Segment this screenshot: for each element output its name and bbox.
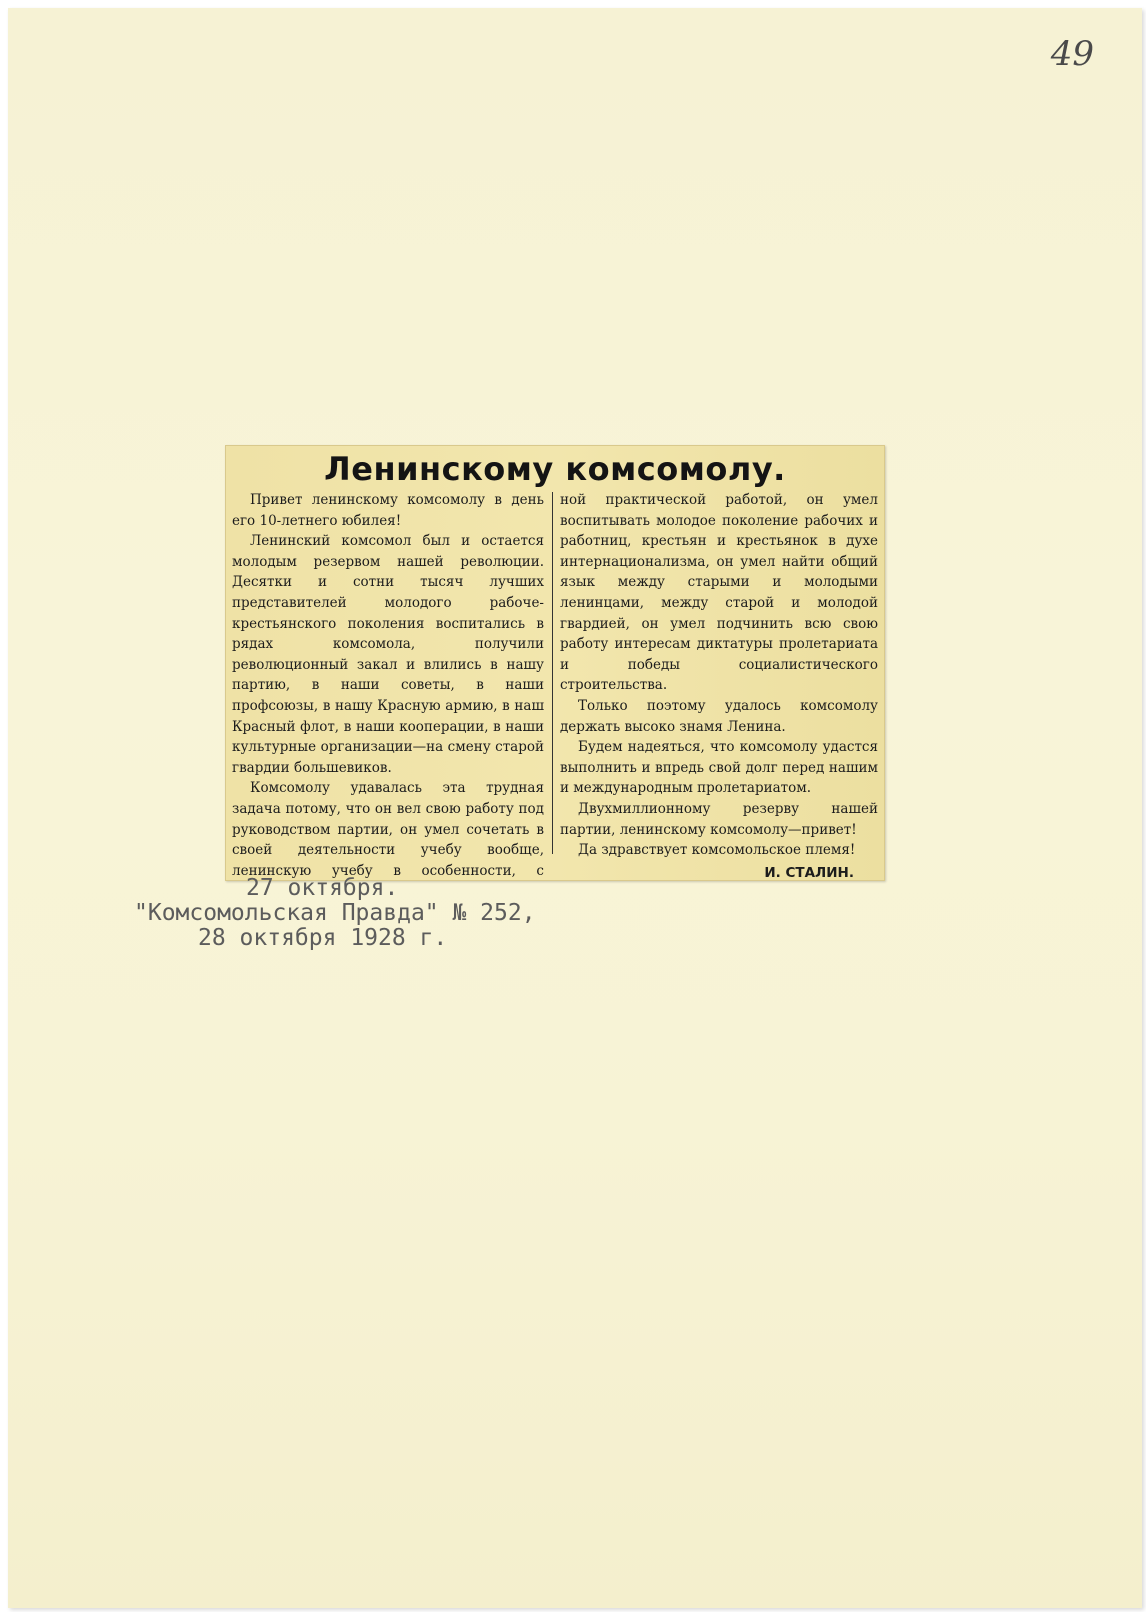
clipping-right-column [560,490,878,881]
column-divider [552,492,553,854]
typed-date: 27 октября. [246,875,399,901]
newspaper-clipping [225,445,885,881]
left-paragraph: Комсомолу удавалась эта трудная задача потому, что он вел свою работу под руководством партии, он умел сочетать в своей деятельности учебу вообще, ленинскую учебу в особенности, с [232,780,544,879]
right-paragraph: Только поэтому удалось комсомолу держать высоко знамя Ленина. [560,697,878,735]
right-paragraph: Да здравствует комсомольское племя! [578,842,856,859]
clipping-left-column [232,490,544,881]
typed-publication-date: 28 октября 1928 г. [198,925,448,951]
clipping-title: Ленинскому комсомолу. [324,450,786,488]
typed-source: "Комсомольская Правда" № 252, [134,900,536,926]
right-paragraph: Будем надеяться, что комсомолу удастся выполнить и впредь свой долг перед нашим и международным пролетариатом. [560,739,878,797]
left-paragraph: Ленинский комсомол был и остается молодым резервом нашей революции. Десятки и сотни тысяч лучших представителей молодого рабоче-крестьянского поколения воспитались в рядах комсомола, получили революционный закал и влились в нашу партию, в наши советы, в наши профсоюзы, в нашу Красную армию, в наш Красный флот, в наши кооперации, в наши культурные организации—на смену старой гвардии большевиков. [232,533,544,776]
archive-sheet [8,8,1142,1608]
right-paragraph: Двухмиллионному резерву нашей партии, ленинскому комсомолу—привет! [560,800,878,838]
left-paragraph: Привет ленинскому комсомолу в день его 10-летнего юбилея! [232,492,544,529]
folio-number: 49 [1050,34,1094,74]
right-paragraph: ной практической работой, он умел воспитывать молодое поколение рабочих и работниц, крестьян и крестьянок в духе интернационализма, он умел найти общий язык между старыми и молодыми ленинцами, между старой и молодой гвардией, он умел подчинить всю свою работу интересам диктатуры пролетариата и победы социалистического строительства. [560,492,878,694]
author-signature: И. СТАЛИН. [764,864,854,881]
